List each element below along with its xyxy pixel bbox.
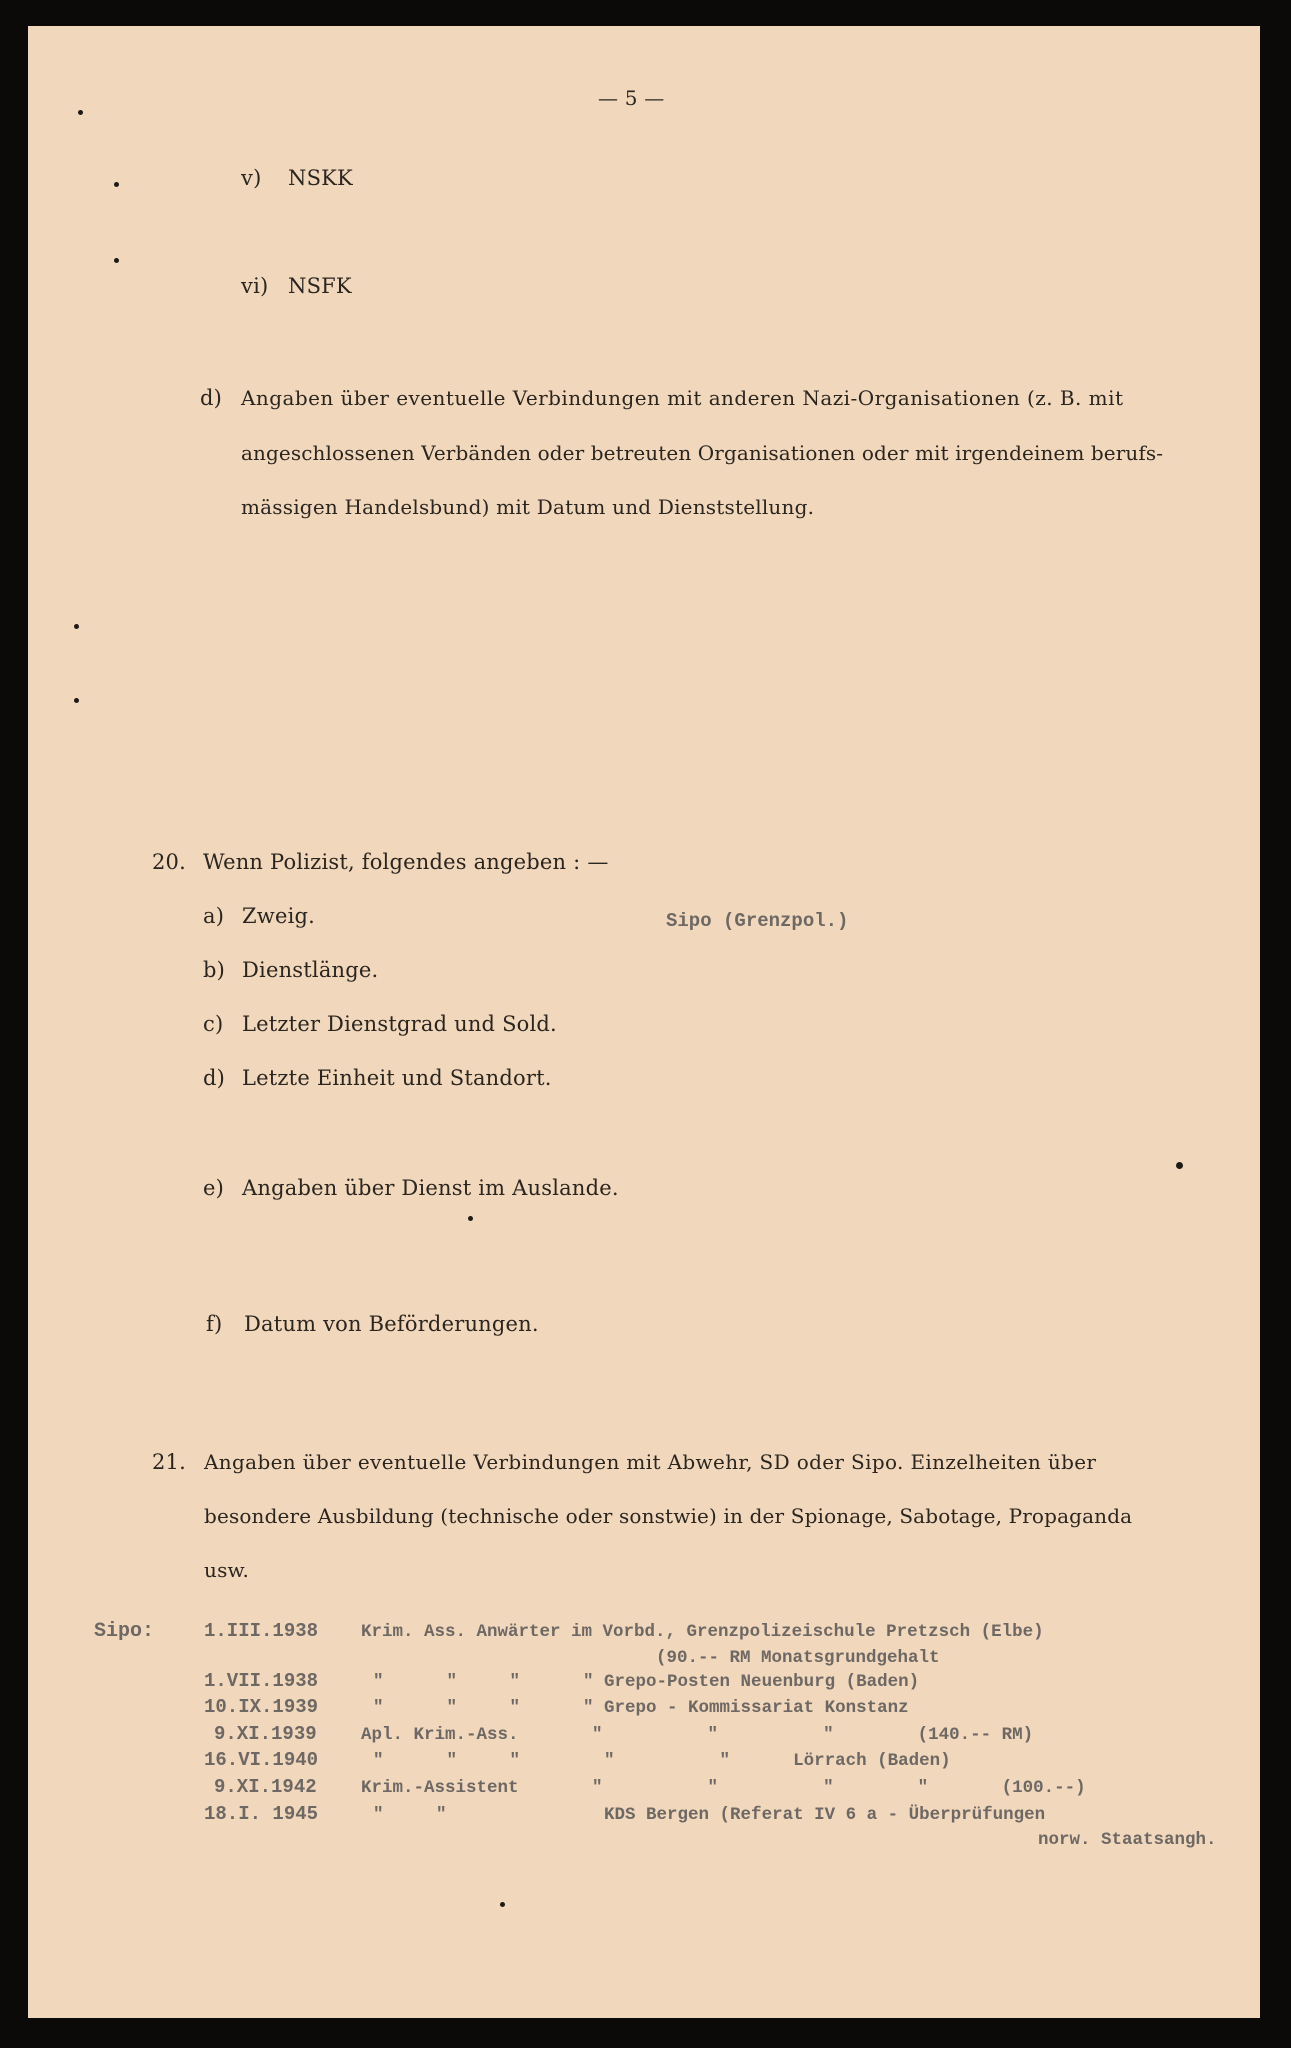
typed-text: Apl. Krim.-Ass. " " " (140.-- RM): [361, 1725, 1034, 1745]
typed-date: 10.IX.1939: [204, 1696, 319, 1718]
item-text: Letzte Einheit und Standort.: [242, 1066, 552, 1090]
item-label: vi): [241, 274, 269, 298]
typed-date: 9.XI.1939: [214, 1723, 317, 1745]
typed-text: (90.-- RM Monatsgrundgehalt: [656, 1648, 940, 1668]
item-label: c): [203, 1012, 224, 1036]
typed-text: " " " " " Lörrach (Baden): [373, 1751, 951, 1771]
item-label: v): [241, 166, 262, 190]
section-number: 20.: [152, 850, 186, 874]
typed-date: 18.I. 1945: [204, 1803, 319, 1825]
paragraph-line: usw.: [204, 1558, 250, 1582]
document-page: [28, 26, 1260, 2018]
typed-text: norw. Staatsangh.: [1038, 1830, 1217, 1850]
paragraph-line: besondere Ausbildung (technische oder sonstwie) in der Spionage, Sabotage, Propaganda: [204, 1504, 1133, 1528]
typed-date: 16.VI.1940: [204, 1749, 319, 1771]
typed-date: 1.III.1938: [204, 1620, 319, 1642]
item-label: d): [203, 1066, 226, 1090]
item-text: Zweig.: [242, 904, 316, 928]
item-text: Angaben über Dienst im Auslande.: [242, 1176, 619, 1200]
item-text: NSFK: [288, 274, 352, 298]
item-text: Datum von Beförderungen.: [244, 1312, 539, 1336]
item-text: Letzter Dienstgrad und Sold.: [242, 1012, 557, 1036]
speck-mark: [74, 624, 79, 629]
page-number: — 5 —: [598, 86, 665, 110]
item-label: d): [200, 386, 223, 410]
typed-label: Sipo:: [94, 1620, 155, 1643]
speck-mark: [1176, 1162, 1183, 1169]
paragraph-line: mässigen Handelsbund) mit Datum und Dienststellung.: [241, 495, 815, 519]
item-label: e): [203, 1176, 225, 1200]
typed-text: " " " " Grepo - Kommissariat Konstanz: [373, 1698, 909, 1718]
typed-text: Krim. Ass. Anwärter im Vorbd., Grenzpolizeischule Pretzsch (Elbe): [361, 1622, 1044, 1642]
paragraph-line: angeschlossenen Verbänden oder betreuten Organisationen oder mit irgendeinem berufs-: [241, 441, 1164, 465]
speck-mark: [468, 1216, 473, 1221]
paragraph-line: Angaben über eventuelle Verbindungen mit anderen Nazi-Organisationen (z. B. mit: [241, 386, 1124, 410]
typed-date: 9.XI.1942: [214, 1776, 317, 1798]
section-number: 21.: [152, 1450, 186, 1474]
speck-mark: [114, 182, 119, 187]
speck-mark: [74, 698, 79, 703]
speck-mark: [500, 1902, 505, 1907]
item-text: NSKK: [288, 166, 353, 190]
typed-answer: Sipo (Grenzpol.): [666, 910, 849, 932]
speck-mark: [78, 110, 83, 115]
typed-text: " " " " Grepo-Posten Neuenburg (Baden): [373, 1672, 920, 1692]
item-text: Dienstlänge.: [242, 958, 379, 982]
item-label: a): [203, 904, 225, 928]
typed-date: 1.VII.1938: [204, 1670, 319, 1692]
section-heading: Wenn Polizist, folgendes angeben : —: [203, 850, 609, 874]
paragraph-line: Angaben über eventuelle Verbindungen mit Abwehr, SD oder Sipo. Einzelheiten über: [204, 1450, 1097, 1474]
item-label: b): [203, 958, 226, 982]
item-label: f): [206, 1312, 223, 1336]
speck-mark: [114, 258, 119, 263]
typed-text: Krim.-Assistent " " " " (100.--): [361, 1778, 1086, 1798]
typed-text: " " KDS Bergen (Referat IV 6 a - Überprüfungen: [373, 1805, 1046, 1825]
